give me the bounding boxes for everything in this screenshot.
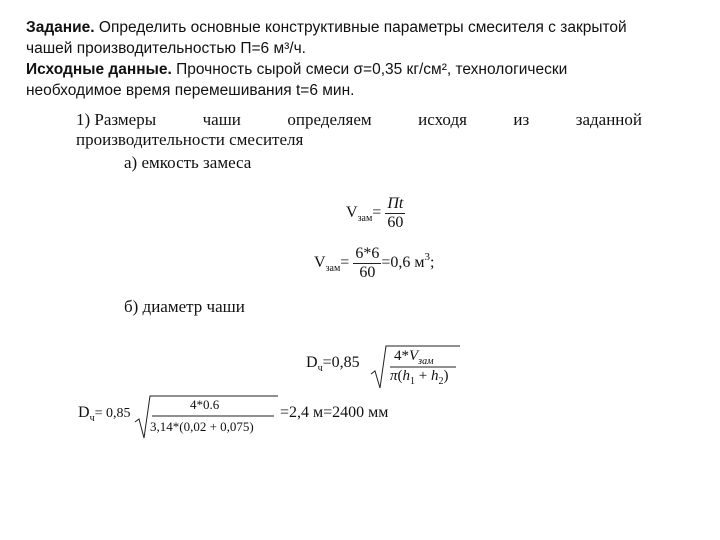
task-text-continued: чашей производительностью П=6 м³/ч. [26, 40, 306, 57]
step-1-word: заданной [575, 110, 642, 129]
radicand-denominator: $\pi(h_1 + h_2)$ [390, 368, 449, 387]
initial-data-label: Исходные данные. [26, 61, 172, 78]
radicand-numerator: $4*V_{зам}$ [394, 348, 434, 367]
step-1-word: из [513, 110, 530, 129]
formula-volume-general [346, 195, 405, 232]
task-line-3 [26, 59, 706, 80]
coefficient: =0,85 [322, 354, 360, 371]
fraction-numerator: 6*6 [355, 245, 380, 262]
radicand-numerator: 4*0.6 [190, 397, 220, 412]
step-1-text [76, 110, 642, 150]
equals-sign: = [372, 204, 382, 222]
fraction-denominator: 60 [359, 264, 376, 281]
radicand-denominator: 3,14*(0,02 + 0,075) [150, 419, 254, 434]
volume-result: =0,6 м [381, 254, 425, 272]
step-1-word: определяем [287, 110, 372, 129]
volume-subscript: зам [357, 213, 373, 225]
fraction [353, 245, 381, 282]
task-line-2 [26, 38, 706, 59]
diameter-symbol: D [78, 404, 90, 421]
fraction-denominator: 60 [387, 214, 404, 231]
initial-data-text-end: технологически [451, 61, 568, 78]
step-1-word: чаши [202, 110, 241, 129]
diameter-result: =2,4 м=2400 мм [280, 404, 389, 421]
coefficient: = 0,85 [94, 406, 131, 421]
task-line-1 [26, 17, 706, 38]
semicolon: ; [429, 254, 435, 272]
unit-superscript: 3 [424, 251, 430, 264]
initial-data-text-continued: необходимое время перемешивания t=6 мин. [26, 82, 355, 99]
equals-sign: = [340, 254, 350, 272]
initial-data-text: Прочность сырой смеси σ=0,35 кг/см², [171, 61, 452, 78]
diameter-lhs [306, 354, 360, 374]
volume-symbol: V [314, 254, 326, 272]
fraction-numerator: Пt [387, 195, 404, 212]
task-label: Задание. [26, 19, 95, 36]
formula-volume-value [314, 245, 434, 282]
task-line-4 [26, 80, 706, 101]
diameter-subscript: ч [89, 413, 95, 424]
diameter-symbol: D [306, 354, 318, 371]
part-b-heading: б) диаметр чаши [124, 297, 245, 316]
volume-subscript: зам [325, 263, 341, 275]
step-1-line-2: производительности смесителя [76, 130, 304, 149]
task-text: Определить основные конструктивные параметры смесителя с закрытой [94, 19, 627, 36]
fraction [385, 195, 405, 232]
diameter-subscript: ч [317, 363, 323, 374]
step-1-line-1 [76, 110, 642, 130]
part-a-heading: а) емкость замеса [124, 153, 252, 172]
step-1-word: исходя [418, 110, 467, 129]
task-statement [26, 17, 706, 101]
diameter-lhs [78, 404, 131, 424]
volume-symbol: V [346, 204, 358, 222]
step-1-word: 1) Размеры [76, 110, 157, 129]
